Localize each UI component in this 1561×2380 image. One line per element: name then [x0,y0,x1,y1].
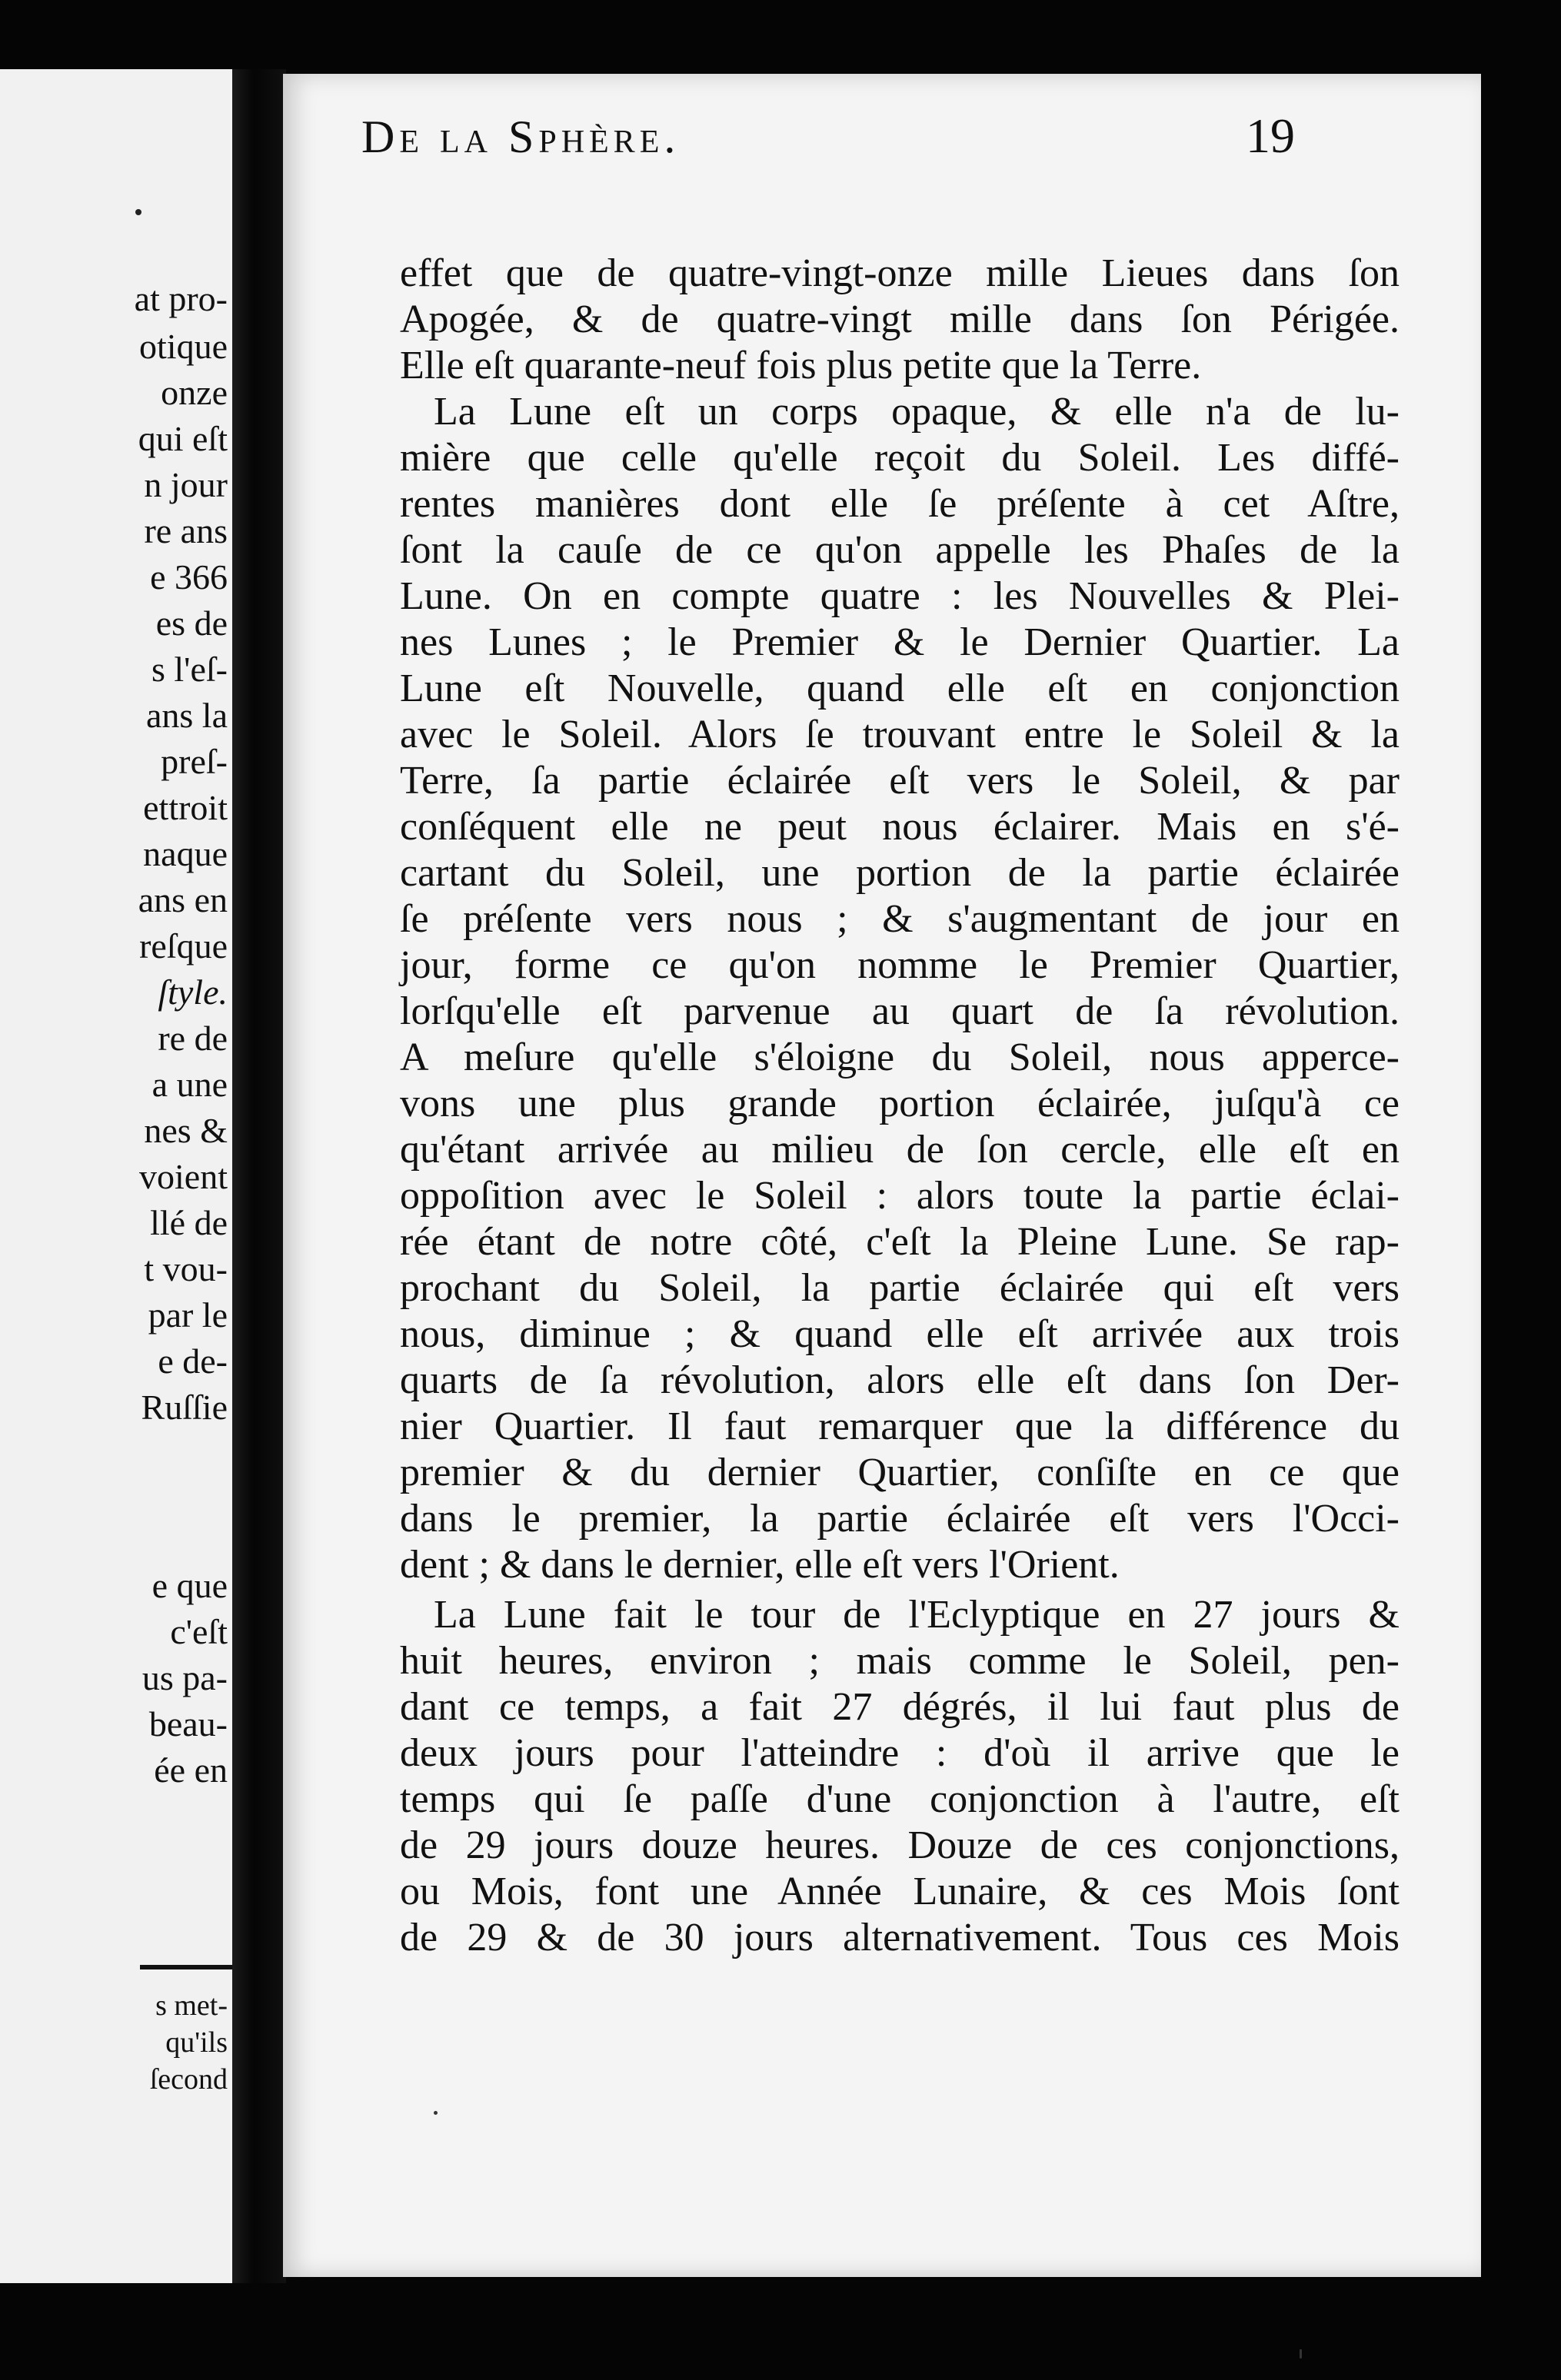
left-page-line: e que [151,1566,228,1605]
text-line: deux jours pour l'atteindre : d'où il arrive que le [400,1731,1400,1775]
text-line: temps qui ſe paſſe d'une conjonction à l'autre, eſt [400,1777,1400,1821]
text-line: effet que de quatre-vingt-onze mille Lieues dans ſon [400,251,1400,295]
text-line: La Lune eſt un corps opaque, & elle n'a de lu- [434,390,1400,434]
text-line: lorſqu'elle eſt parvenue au quart de ſa révolution. [400,989,1400,1033]
left-page-line: onze [161,373,228,412]
running-head: De la Sphère. [361,111,681,162]
left-page-line: ans la [145,696,228,735]
text-line: prochant du Soleil, la partie éclairée qui eſt vers [400,1266,1400,1310]
text-line: oppoſition avec le Soleil : alors toute la partie éclai- [400,1174,1400,1218]
text-line: de 29 & de 30 jours alternativement. Tous ces Mois [400,1916,1400,1960]
text-line: ſe préſente vers nous ; & s'augmentant de jour en [400,897,1400,941]
book-gutter [232,69,286,2283]
text-line: ou Mois, font une Année Lunaire, & ces Mois ſont [400,1870,1400,1913]
left-page-line: es de [155,603,228,643]
left-page-line: voient [139,1157,228,1196]
text-line: conſéquent elle ne peut nous éclairer. Mais en s'é- [400,805,1400,849]
text-line: Elle eſt quarante-neuf fois plus petite que la Terre. [400,344,1202,387]
left-page-line: llé de [150,1203,228,1242]
ink-speck [1300,2349,1302,2358]
text-line: Lune eſt Nouvelle, quand elle eſt en conjonction [400,666,1400,710]
left-page-line: t vou- [144,1249,228,1288]
left-page-line: beau- [148,1704,228,1743]
text-line: vons une plus grande portion éclairée, juſqu'à ce [400,1082,1400,1125]
text-line: nous, diminue ; & quand elle eſt arrivée aux trois [400,1312,1400,1356]
footnote-rule [140,1965,232,1969]
left-page-line: ée en [154,1750,228,1790]
text-line: jour, forme ce qu'on nomme le Premier Quartier, [400,943,1400,987]
left-page-line: at pro- [134,279,228,318]
text-line: mière que celle qu'elle reçoit du Soleil. Les diffé- [400,436,1400,480]
text-line: dans le premier, la partie éclairée eſt vers l'Occi- [400,1497,1400,1541]
left-page-line: nes & [144,1111,228,1150]
ink-speck [434,2111,438,2115]
left-page-line: n jour [144,465,228,504]
left-page-line: us pa- [141,1658,228,1697]
left-page-line: ans en [138,880,228,919]
left-page-line: a une [151,1065,228,1104]
left-page-line: preſ- [161,742,228,781]
text-line: nier Quartier. Il faut remarquer que la différence du [400,1404,1400,1448]
text-line: cartant du Soleil, une portion de la partie éclairée [400,851,1400,895]
left-page-line: c'eſt [170,1612,228,1651]
text-line: rentes manières dont elle ſe préſente à cet Aſtre, [400,482,1400,526]
text-line: premier & du dernier Quartier, conſiſte en ce que [400,1451,1400,1494]
left-page-footnote-line: ſecond [149,2063,228,2096]
left-facing-page [0,69,235,2283]
text-line: rée étant de notre côté, c'eſt la Pleine Lune. Se rap- [400,1220,1400,1264]
text-line: de 29 jours douze heures. Douze de ces conjonctions, [400,1823,1400,1867]
text-line: huit heures, environ ; mais comme le Soleil, pen- [400,1639,1400,1683]
left-page-line: qui eſt [138,419,228,458]
left-page-footnote-line: qu'ils [165,2026,228,2059]
ink-dot [135,209,141,215]
text-line: A meſure qu'elle s'éloigne du Soleil, nous apperce- [400,1035,1400,1079]
text-line: La Lune fait le tour de l'Eclyptique en 27 jours & [434,1593,1400,1637]
left-page-line: re de [158,1019,228,1058]
text-line: Terre, ſa partie éclairée eſt vers le Soleil, & par [400,759,1400,803]
left-page-line: naque [143,834,228,873]
page-number: 19 [1246,108,1295,163]
left-page-footnote-line: s met- [155,1989,228,2022]
text-line: Lune. On en compte quatre : les Nouvelles & Plei- [400,574,1400,618]
text-line: dent ; & dans le dernier, elle eſt vers l'Orient. [400,1543,1120,1587]
left-page-line: ſtyle. [158,972,228,1012]
text-line: ſont la cauſe de ce qu'on appelle les Phaſes de la [400,528,1400,572]
text-line: avec le Soleil. Alors ſe trouvant entre le Soleil & la [400,713,1400,756]
left-page-line: par le [148,1295,228,1335]
left-page-line: re ans [144,511,228,550]
left-page-line: s l'eſ- [151,650,228,689]
left-page-line: e de- [158,1341,228,1381]
left-page-line: otique [139,327,228,366]
text-line: qu'étant arrivée au milieu de ſon cercle, elle eſt en [400,1128,1400,1172]
left-page-line: reſque [139,926,228,966]
text-line: quarts de ſa révolution, alors elle eſt dans ſon Der- [400,1358,1400,1402]
text-line: nes Lunes ; le Premier & le Dernier Quartier. La [400,620,1400,664]
text-line: Apogée, & de quatre-vingt mille dans ſon Périgée. [400,298,1400,341]
left-page-line: Ruſſie [141,1388,228,1427]
text-line: dant ce temps, a fait 27 dégrés, il lui faut plus de [400,1685,1400,1729]
left-page-line: e 366 [150,557,228,597]
left-page-line: ettroit [143,788,228,827]
